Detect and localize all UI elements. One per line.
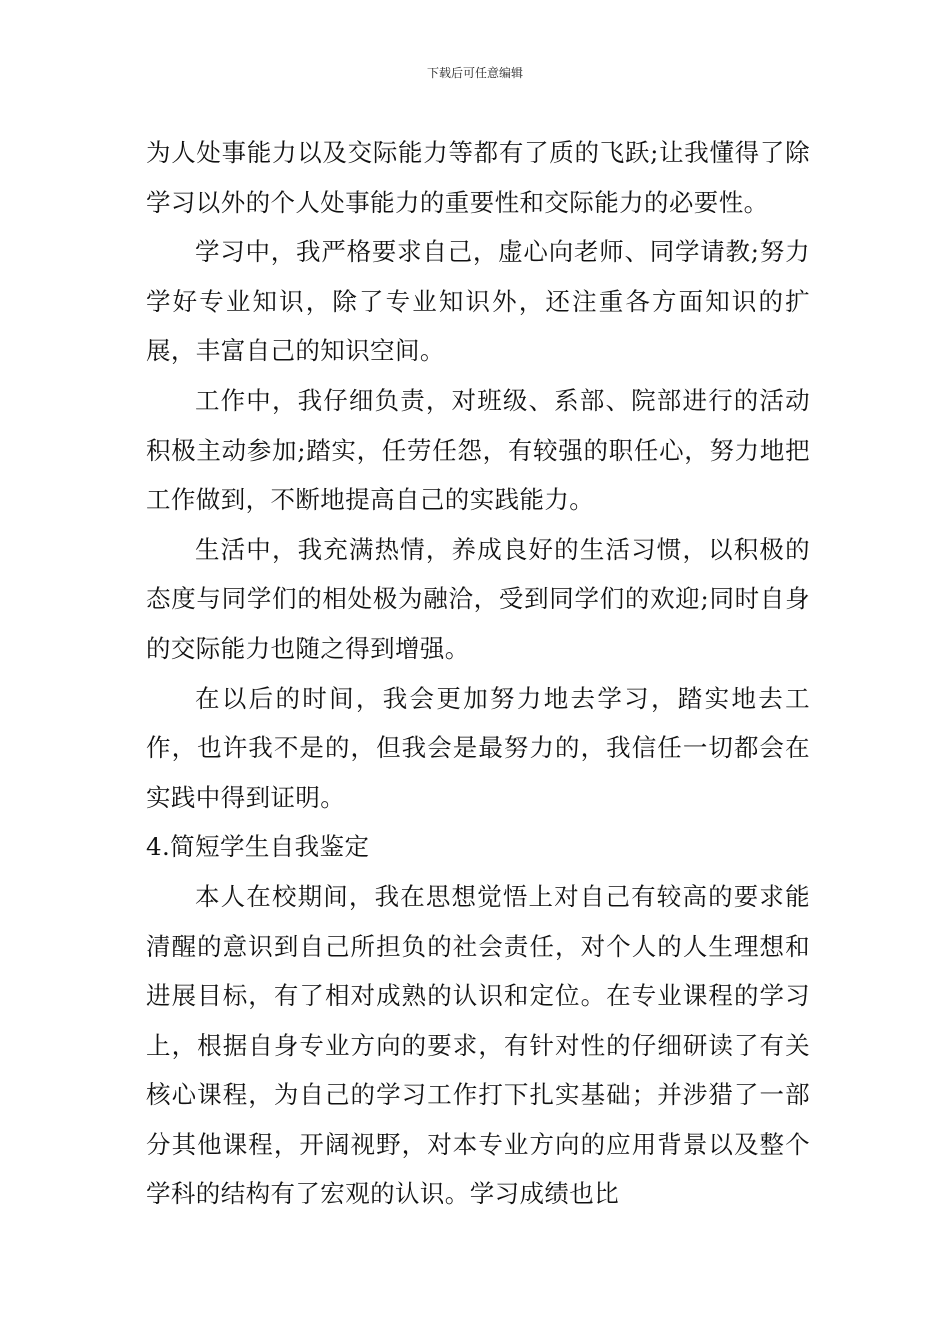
paragraph-study: 学习中，我严格要求自己，虚心向老师、同学请教;努力学好专业知识，除了专业知识外，还注重各方面知识的扩展，丰富自己的知识空间。: [146, 237, 810, 366]
paragraph-continuation: 为人处事能力以及交际能力等都有了质的飞跃;让我懂得了除学习以外的个人处事能力的重要性和交际能力的必要性。: [146, 138, 810, 217]
paragraph-self-assessment: 本人在校期间，我在思想觉悟上对自己有较高的要求能清醒的意识到自己所担负的社会责任，对个人的人生理想和进展目标，有了相对成熟的认识和定位。在专业课程的学习上，根据自身专业方向的要求，有针对性的仔细研读了有关核心课程，为自己的学习工作打下扎实基础；并涉猎了一部分其他课程，开阔视野，对本专业方向的应用背景以及整个学科的结构有了宏观的认识。学习成绩也比: [146, 881, 810, 1209]
paragraph-life: 生活中，我充满热情，养成良好的生活习惯，以积极的态度与同学们的相处极为融洽，受到同学们的欢迎;同时自身的交际能力也随之得到增强。: [146, 534, 810, 663]
page-header: 下载后可任意编辑: [426, 66, 523, 80]
paragraph-future: 在以后的时间，我会更加努力地去学习，踏实地去工作，也许我不是的，但我会是最努力的，我信任一切都会在实践中得到证明。: [146, 683, 810, 812]
document-body: [146, 128, 810, 1219]
paragraph-work: 工作中，我仔细负责，对班级、系部、院部进行的活动积极主动参加;踏实，任劳任怨，有较强的职任心，努力地把工作做到，不断地提高自己的实践能力。: [146, 385, 810, 515]
section-heading: 4.简短学生自我鉴定: [146, 832, 370, 862]
